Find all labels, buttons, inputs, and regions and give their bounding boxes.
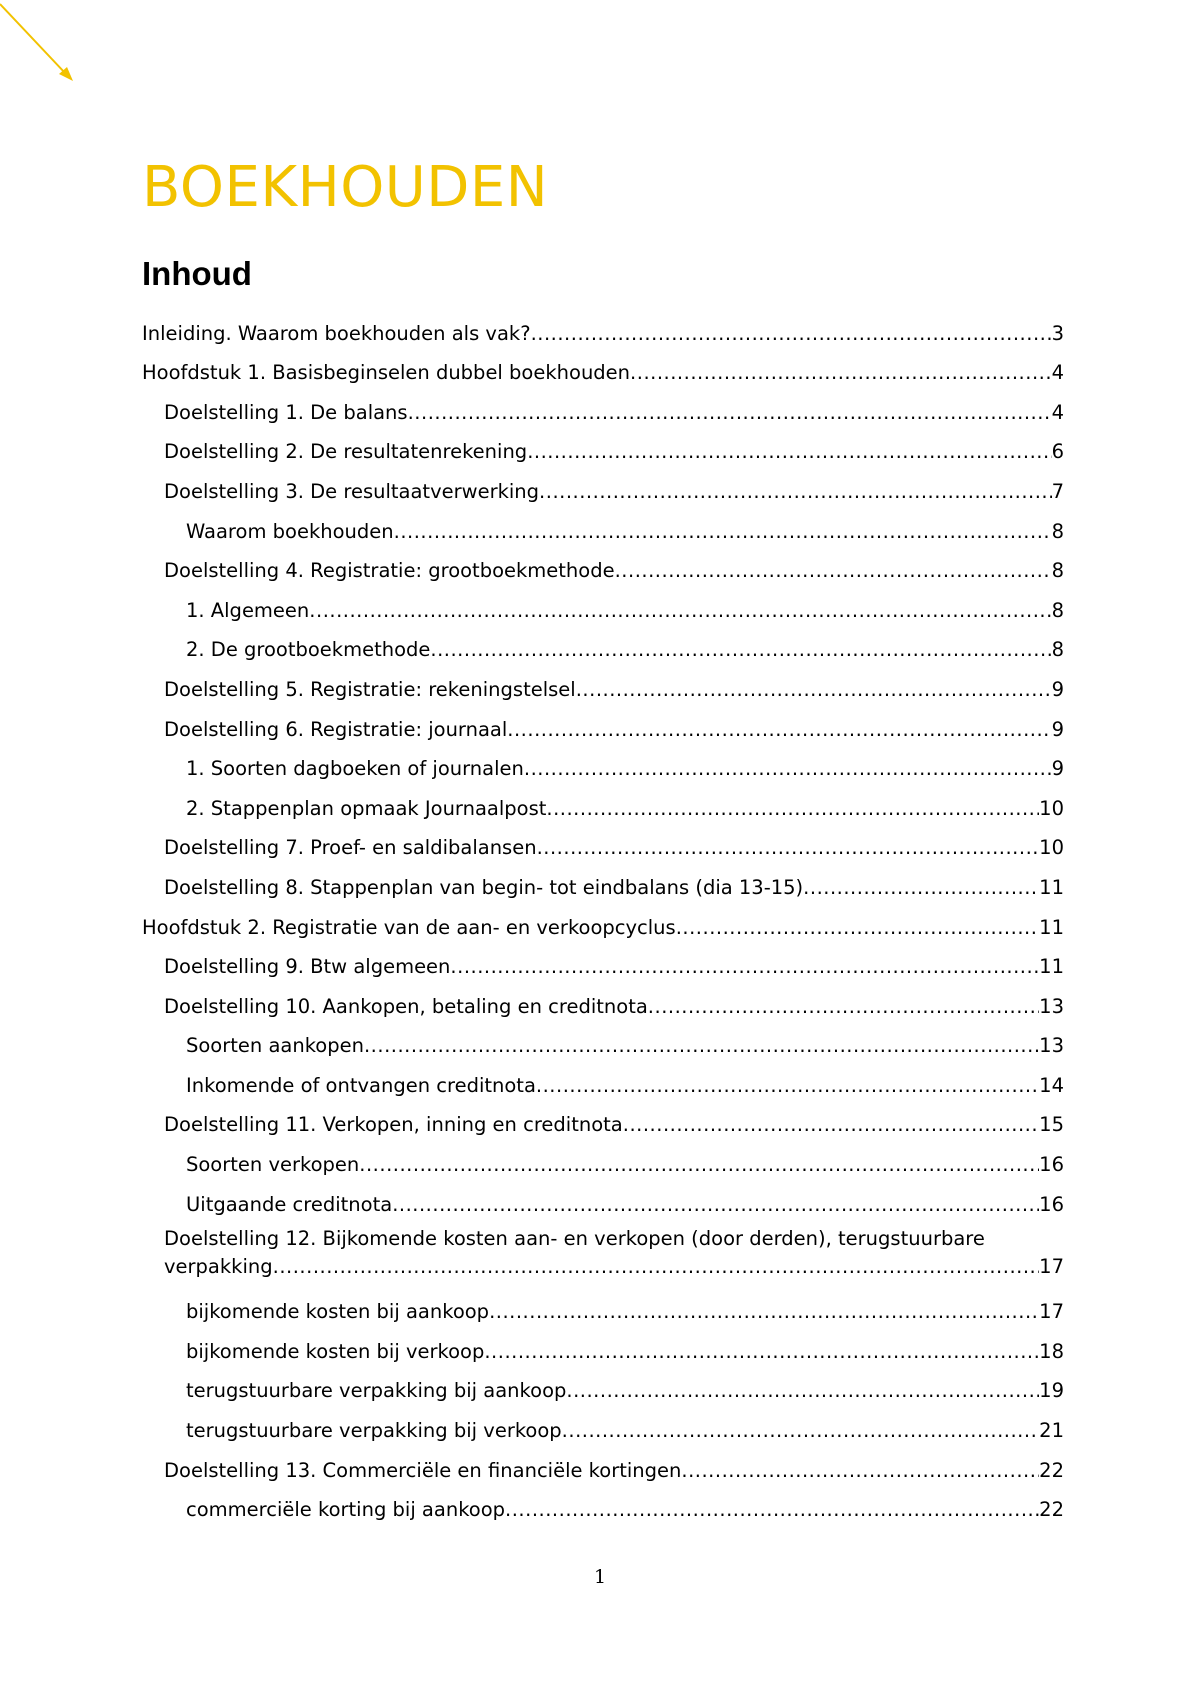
toc-dot-leader [507,716,1051,744]
toc-entry-page: 22 [1039,1458,1064,1482]
toc-entry[interactable] [142,625,1064,665]
toc-entry[interactable] [142,664,1064,704]
toc-entry-title: Doelstelling 12. Bijkomende kosten aan- en verkopen (door derden), terugstuurbare [164,1226,985,1250]
toc-dot-leader [676,914,1039,942]
toc-dot-leader [539,478,1052,506]
toc-entry-page: 6 [1051,440,1064,464]
toc-dot-leader [489,1298,1039,1326]
toc-entry-title: Uitgaande creditnota [186,1192,393,1216]
toc-entry-title: 1. Algemeen [186,598,310,622]
toc-dot-leader [648,993,1039,1021]
toc-entry[interactable] [142,783,1064,823]
document-title: BOEKHOUDEN [142,155,549,220]
toc-entry[interactable] [142,427,1064,467]
toc-dot-leader [531,320,1052,348]
toc-dot-leader [527,438,1051,466]
toc-entry[interactable] [142,1485,1064,1525]
toc-entry-page: 8 [1051,638,1064,662]
toc-dot-leader [562,1417,1040,1445]
toc-entry[interactable] [142,585,1064,625]
toc-entry-continuation [164,1253,1064,1281]
toc-dot-leader [309,597,1051,625]
toc-entry-title: Doelstelling 8. Stappenplan van begin- tot eindbalans (dia 13-15) [164,875,804,899]
toc-dot-leader [615,557,1052,585]
toc-entry[interactable] [142,1021,1064,1061]
toc-entry[interactable] [142,1287,1064,1327]
toc-entry[interactable] [142,823,1064,863]
toc-entry-page: 8 [1051,598,1064,622]
toc-entry-title: Doelstelling 7. Proef- en saldibalansen [164,836,537,860]
toc-entry-title: Inleiding. Waarom boekhouden als vak? [142,321,531,345]
toc-entry-page: 3 [1051,321,1064,345]
toc-dot-leader [623,1111,1039,1139]
toc-dot-leader [430,636,1051,664]
toc-entry[interactable] [142,308,1064,348]
toc-entry-page: 7 [1051,479,1064,503]
toc-entry-page: 17 [1039,1300,1064,1324]
toc-entry-title: Doelstelling 4. Registratie: grootboekmethode [164,559,615,583]
toc-dot-leader [803,874,1039,902]
toc-dot-leader [359,1151,1039,1179]
toc-entry-title: Inkomende of ontvangen creditnota [186,1073,536,1097]
toc-entry-title: bijkomende kosten bij aankoop [186,1300,490,1324]
toc-entry-page: 9 [1051,757,1064,781]
corner-arrow-icon [0,0,80,90]
page-number: 1 [593,1566,607,1588]
toc-entry-title: Doelstelling 2. De resultatenrekening [164,440,528,464]
toc-entry[interactable] [142,744,1064,784]
toc-entry-title: bijkomende kosten bij verkoop [186,1339,485,1363]
toc-dot-leader [392,1191,1039,1219]
toc-dot-leader [505,1496,1039,1524]
toc-entry-page: 10 [1039,796,1064,820]
toc-entry[interactable] [142,546,1064,586]
toc-dot-leader [364,1032,1039,1060]
toc-entry-title: Hoofdstuk 1. Basisbeginselen dubbel boekhouden [142,361,631,385]
toc-dot-leader [394,518,1052,546]
toc-entry-page: 8 [1051,519,1064,543]
toc-entry-page: 13 [1039,1034,1064,1058]
toc-dot-leader [681,1457,1039,1485]
toc-entry-page: 8 [1051,559,1064,583]
toc-entry-page: 16 [1039,1192,1064,1216]
toc-dot-leader [546,795,1039,823]
toc-entry-page: 10 [1039,836,1064,860]
toc-entry-page: 19 [1039,1379,1064,1403]
toc-entry-title: 1. Soorten dagboeken of journalen [186,757,524,781]
toc-dot-leader [537,834,1040,862]
toc-dot-leader [630,359,1052,387]
toc-entry-title: Doelstelling 3. De resultaatverwerking [164,479,540,503]
toc-entry-page: 4 [1051,400,1064,424]
toc-entry[interactable] [142,387,1064,427]
toc-entry[interactable] [142,1100,1064,1140]
toc-dot-leader [408,399,1052,427]
toc-entry-title: Doelstelling 9. Btw algemeen [164,955,451,979]
toc-entry[interactable] [142,1060,1064,1100]
toc-entry[interactable] [142,862,1064,902]
toc-entry[interactable] [142,1219,1064,1287]
toc-entry-page: 9 [1051,677,1064,701]
toc-entry-page: 14 [1039,1073,1064,1097]
toc-entry-page: 22 [1039,1498,1064,1522]
toc-entry[interactable] [142,1179,1064,1219]
toc-entry[interactable] [142,942,1064,982]
toc-dot-leader [450,953,1039,981]
toc-entry-title: Soorten verkopen [186,1153,360,1177]
toc-entry-title: commerciële korting bij aankoop [186,1498,506,1522]
toc-entry-title: 2. De grootboekmethode [186,638,431,662]
toc-dot-leader [566,1377,1039,1405]
toc-entry-page: 11 [1039,955,1064,979]
toc-entry[interactable] [142,1326,1064,1366]
toc-entry[interactable] [142,902,1064,942]
toc-dot-leader [576,676,1052,704]
toc-entry-title: terugstuurbare verpakking bij aankoop [186,1379,567,1403]
toc-entry[interactable] [142,1445,1064,1485]
toc-entry-page: 13 [1039,994,1064,1018]
toc-entry-title: 2. Stappenplan opmaak Journaalpost [186,796,547,820]
toc-entry-page: 11 [1039,915,1064,939]
toc-entry[interactable] [142,1405,1064,1445]
table-of-contents [142,308,1064,1524]
toc-entry-title: Waarom boekhouden [186,519,394,543]
toc-entry-page: 21 [1039,1419,1064,1443]
toc-entry-title: Doelstelling 10. Aankopen, betaling en creditnota [164,994,648,1018]
toc-dot-leader [484,1338,1039,1366]
toc-entry-title: Doelstelling 6. Registratie: journaal [164,717,508,741]
toc-entry-title: Doelstelling 13. Commerciële en financiële kortingen [164,1458,682,1482]
toc-entry-title: verpakking [164,1254,273,1278]
toc-entry[interactable] [142,981,1064,1021]
toc-entry-page: 15 [1039,1113,1064,1137]
toc-entry[interactable] [142,466,1064,506]
toc-entry-title: Soorten aankopen [186,1034,364,1058]
toc-entry-title: Doelstelling 11. Verkopen, inning en creditnota [164,1113,623,1137]
toc-entry-title: terugstuurbare verpakking bij verkoop [186,1419,562,1443]
toc-entry[interactable] [142,1366,1064,1406]
toc-entry[interactable] [142,506,1064,546]
toc-entry[interactable] [142,348,1064,388]
toc-entry[interactable] [142,704,1064,744]
toc-dot-leader [273,1253,1040,1281]
toc-heading: Inhoud [142,255,252,292]
toc-entry-title: Doelstelling 1. De balans [164,400,408,424]
toc-entry-page: 11 [1039,875,1064,899]
toc-entry-title: Doelstelling 5. Registratie: rekeningstelsel [164,677,576,701]
toc-entry[interactable] [142,1139,1064,1179]
toc-entry-page: 17 [1039,1254,1064,1278]
toc-dot-leader [536,1072,1039,1100]
toc-entry-page: 18 [1039,1339,1064,1363]
toc-entry-title: Hoofdstuk 2. Registratie van de aan- en verkoopcyclus [142,915,676,939]
toc-entry-page: 16 [1039,1153,1064,1177]
toc-entry-page: 4 [1051,361,1064,385]
toc-dot-leader [524,755,1052,783]
toc-entry-page: 9 [1051,717,1064,741]
